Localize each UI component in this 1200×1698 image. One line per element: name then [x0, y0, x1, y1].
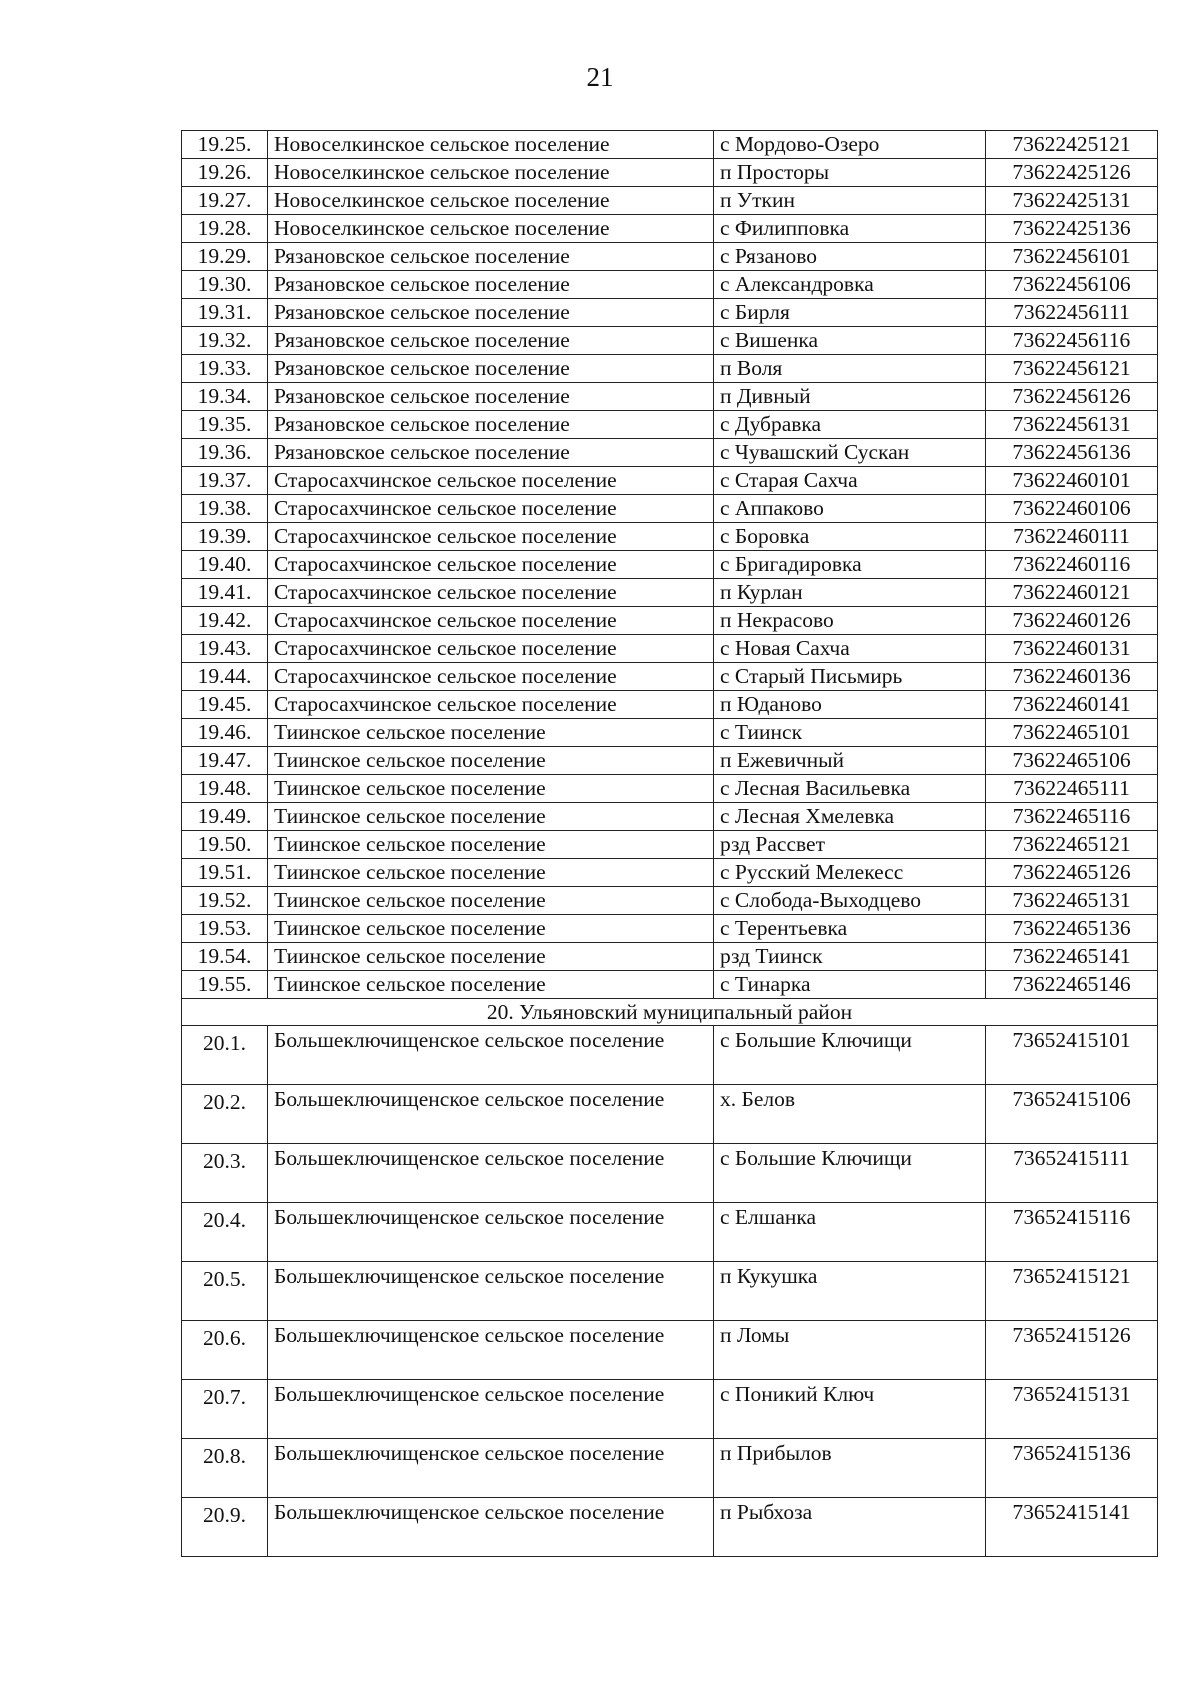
locality-name: с Тинарка [714, 971, 986, 999]
table-row [182, 1321, 1158, 1380]
settlement-name: Большеключищенское сельское поселение [268, 1085, 714, 1144]
settlement-name: Старосахчинское сельское поселение [268, 607, 714, 635]
settlement-name: Тиинское сельское поселение [268, 831, 714, 859]
oktmo-code: 73622460131 [986, 635, 1158, 663]
table-row [182, 271, 1158, 299]
settlement-name: Старосахчинское сельское поселение [268, 635, 714, 663]
locality-name: с Слобода-Выходцево [714, 887, 986, 915]
settlement-name: Рязановское сельское поселение [268, 243, 714, 271]
oktmo-code: 73622460136 [986, 663, 1158, 691]
locality-name: рзд Тиинск [714, 943, 986, 971]
row-number: 20.5. [182, 1262, 268, 1321]
settlement-name: Рязановское сельское поселение [268, 271, 714, 299]
row-number: 19.29. [182, 243, 268, 271]
settlement-name: Тиинское сельское поселение [268, 775, 714, 803]
oktmo-code: 73652415106 [986, 1085, 1158, 1144]
oktmo-code: 73622465121 [986, 831, 1158, 859]
settlement-name: Рязановское сельское поселение [268, 439, 714, 467]
settlement-name: Тиинское сельское поселение [268, 803, 714, 831]
oktmo-code: 73622456116 [986, 327, 1158, 355]
locality-name: п Некрасово [714, 607, 986, 635]
oktmo-code: 73652415136 [986, 1439, 1158, 1498]
oktmo-code: 73622465106 [986, 747, 1158, 775]
row-number: 19.33. [182, 355, 268, 383]
oktmo-code: 73652415141 [986, 1498, 1158, 1557]
locality-name: п Просторы [714, 159, 986, 187]
table-row [182, 1439, 1158, 1498]
locality-name: с Елшанка [714, 1203, 986, 1262]
table-row [182, 327, 1158, 355]
table-row [182, 495, 1158, 523]
oktmo-code: 73622425131 [986, 187, 1158, 215]
locality-name: с Аппаково [714, 495, 986, 523]
district-20-header-group [182, 999, 1158, 1026]
section-header-row [182, 999, 1158, 1026]
settlement-name: Старосахчинское сельское поселение [268, 551, 714, 579]
table-row [182, 411, 1158, 439]
row-number: 19.39. [182, 523, 268, 551]
oktmo-code: 73622456131 [986, 411, 1158, 439]
table-row [182, 1144, 1158, 1203]
table-row [182, 887, 1158, 915]
locality-name: п Дивный [714, 383, 986, 411]
page-number: 21 [586, 62, 614, 92]
row-number: 19.40. [182, 551, 268, 579]
table-row [182, 215, 1158, 243]
locality-name: п Курлан [714, 579, 986, 607]
oktmo-code: 73622456106 [986, 271, 1158, 299]
row-number: 20.6. [182, 1321, 268, 1380]
row-number: 19.52. [182, 887, 268, 915]
row-number: 19.49. [182, 803, 268, 831]
locality-name: п Ломы [714, 1321, 986, 1380]
table-row [182, 719, 1158, 747]
locality-name: х. Белов [714, 1085, 986, 1144]
settlement-name: Большеключищенское сельское поселение [268, 1439, 714, 1498]
row-number: 19.42. [182, 607, 268, 635]
row-number: 19.46. [182, 719, 268, 747]
settlement-name: Большеключищенское сельское поселение [268, 1026, 714, 1085]
row-number: 19.50. [182, 831, 268, 859]
oktmo-code: 73622465141 [986, 943, 1158, 971]
locality-name: п Рыбхоза [714, 1498, 986, 1557]
table-row [182, 943, 1158, 971]
table-row [182, 299, 1158, 327]
row-number: 19.53. [182, 915, 268, 943]
settlement-name: Большеключищенское сельское поселение [268, 1498, 714, 1557]
oktmo-code: 73652415126 [986, 1321, 1158, 1380]
locality-name: с Боровка [714, 523, 986, 551]
row-number: 19.54. [182, 943, 268, 971]
row-number: 19.32. [182, 327, 268, 355]
row-number: 20.1. [182, 1026, 268, 1085]
table-row [182, 915, 1158, 943]
table-row [182, 859, 1158, 887]
row-number: 19.43. [182, 635, 268, 663]
oktmo-code: 73622460106 [986, 495, 1158, 523]
oktmo-code: 73652415116 [986, 1203, 1158, 1262]
table-row [182, 243, 1158, 271]
settlement-name: Рязановское сельское поселение [268, 383, 714, 411]
table-row [182, 971, 1158, 999]
section-header: 20. Ульяновский муниципальный район [182, 999, 1158, 1026]
oktmo-code: 73652415111 [986, 1144, 1158, 1203]
locality-name: с Филипповка [714, 215, 986, 243]
oktmo-code: 73622460126 [986, 607, 1158, 635]
settlement-name: Тиинское сельское поселение [268, 943, 714, 971]
locality-name: п Юданово [714, 691, 986, 719]
row-number: 19.35. [182, 411, 268, 439]
settlement-name: Большеключищенское сельское поселение [268, 1262, 714, 1321]
locality-name: с Мордово-Озеро [714, 131, 986, 159]
oktmo-code: 73622465126 [986, 859, 1158, 887]
row-number: 19.25. [182, 131, 268, 159]
settlement-name: Большеключищенское сельское поселение [268, 1144, 714, 1203]
oktmo-code: 73622460121 [986, 579, 1158, 607]
settlement-name: Новоселкинское сельское поселение [268, 159, 714, 187]
settlement-name: Старосахчинское сельское поселение [268, 495, 714, 523]
table-row [182, 579, 1158, 607]
table-row [182, 691, 1158, 719]
oktmo-code: 73622465131 [986, 887, 1158, 915]
district-20-rows [182, 1026, 1158, 1557]
table-row [182, 1262, 1158, 1321]
locality-name: с Чувашский Сускан [714, 439, 986, 467]
oktmo-code: 73652415121 [986, 1262, 1158, 1321]
oktmo-code: 73622425136 [986, 215, 1158, 243]
table-row [182, 663, 1158, 691]
locality-name: с Русский Мелекесс [714, 859, 986, 887]
row-number: 19.36. [182, 439, 268, 467]
table-row [182, 747, 1158, 775]
locality-name: п Кукушка [714, 1262, 986, 1321]
table-row [182, 159, 1158, 187]
locality-name: с Поникий Ключ [714, 1380, 986, 1439]
oktmo-code: 73622465111 [986, 775, 1158, 803]
row-number: 19.34. [182, 383, 268, 411]
settlement-name: Новоселкинское сельское поселение [268, 187, 714, 215]
row-number: 19.47. [182, 747, 268, 775]
settlement-name: Рязановское сельское поселение [268, 327, 714, 355]
settlement-name: Тиинское сельское поселение [268, 719, 714, 747]
table-row [182, 1498, 1158, 1557]
locality-name: с Старая Сахча [714, 467, 986, 495]
oktmo-code: 73622456101 [986, 243, 1158, 271]
row-number: 20.9. [182, 1498, 268, 1557]
locality-name: рзд Рассвет [714, 831, 986, 859]
locality-name: с Большие Ключищи [714, 1026, 986, 1085]
table-row [182, 775, 1158, 803]
oktmo-code: 73622460101 [986, 467, 1158, 495]
oktmo-code: 73652415101 [986, 1026, 1158, 1085]
oktmo-code: 73622425126 [986, 159, 1158, 187]
row-number: 20.7. [182, 1380, 268, 1439]
table-row [182, 383, 1158, 411]
oktmo-code: 73622460111 [986, 523, 1158, 551]
locality-name: с Лесная Хмелевка [714, 803, 986, 831]
settlement-name: Новоселкинское сельское поселение [268, 215, 714, 243]
settlement-name: Рязановское сельское поселение [268, 411, 714, 439]
oktmo-code: 73622465101 [986, 719, 1158, 747]
oktmo-code: 73622425121 [986, 131, 1158, 159]
locality-name: с Дубравка [714, 411, 986, 439]
oktmo-code: 73622465116 [986, 803, 1158, 831]
locality-name: с Бригадировка [714, 551, 986, 579]
settlement-name: Тиинское сельское поселение [268, 915, 714, 943]
row-number: 19.45. [182, 691, 268, 719]
locality-name: с Лесная Васильевка [714, 775, 986, 803]
locality-name: с Александровка [714, 271, 986, 299]
locality-name: п Воля [714, 355, 986, 383]
table-row [182, 831, 1158, 859]
table-row [182, 131, 1158, 159]
row-number: 20.8. [182, 1439, 268, 1498]
settlement-name: Большеключищенское сельское поселение [268, 1203, 714, 1262]
table-row [182, 439, 1158, 467]
settlement-name: Тиинское сельское поселение [268, 887, 714, 915]
row-number: 19.38. [182, 495, 268, 523]
locality-name: п Прибылов [714, 1439, 986, 1498]
settlement-name: Старосахчинское сельское поселение [268, 691, 714, 719]
oktmo-code: 73622460116 [986, 551, 1158, 579]
oktmo-code: 73652415131 [986, 1380, 1158, 1439]
locality-name: с Бирля [714, 299, 986, 327]
oktmo-code: 73622460141 [986, 691, 1158, 719]
row-number: 19.37. [182, 467, 268, 495]
settlement-name: Тиинское сельское поселение [268, 971, 714, 999]
locality-name: с Вишенка [714, 327, 986, 355]
settlement-name: Новоселкинское сельское поселение [268, 131, 714, 159]
settlement-name: Рязановское сельское поселение [268, 299, 714, 327]
settlement-name: Старосахчинское сельское поселение [268, 467, 714, 495]
table-row [182, 551, 1158, 579]
row-number: 19.26. [182, 159, 268, 187]
oktmo-code: 73622456136 [986, 439, 1158, 467]
settlement-name: Тиинское сельское поселение [268, 859, 714, 887]
settlement-name: Старосахчинское сельское поселение [268, 579, 714, 607]
row-number: 19.55. [182, 971, 268, 999]
locality-name: с Старый Письмирь [714, 663, 986, 691]
row-number: 19.28. [182, 215, 268, 243]
locality-name: п Ежевичный [714, 747, 986, 775]
locality-name: с Терентьевка [714, 915, 986, 943]
table-row [182, 187, 1158, 215]
oktmo-code: 73622465136 [986, 915, 1158, 943]
district-19-rows [182, 131, 1158, 999]
oktmo-code: 73622456111 [986, 299, 1158, 327]
table-row [182, 467, 1158, 495]
settlement-name: Рязановское сельское поселение [268, 355, 714, 383]
settlement-name: Старосахчинское сельское поселение [268, 523, 714, 551]
row-number: 19.41. [182, 579, 268, 607]
table-row [182, 1380, 1158, 1439]
table-row [182, 1026, 1158, 1085]
row-number: 19.51. [182, 859, 268, 887]
table-row [182, 803, 1158, 831]
locality-name: с Новая Сахча [714, 635, 986, 663]
settlement-name: Тиинское сельское поселение [268, 747, 714, 775]
row-number: 20.4. [182, 1203, 268, 1262]
row-number: 19.27. [182, 187, 268, 215]
row-number: 20.3. [182, 1144, 268, 1203]
table-row [182, 355, 1158, 383]
table-row [182, 1085, 1158, 1144]
row-number: 19.31. [182, 299, 268, 327]
oktmo-code: 73622456121 [986, 355, 1158, 383]
row-number: 19.44. [182, 663, 268, 691]
settlement-name: Старосахчинское сельское поселение [268, 663, 714, 691]
oktmo-code: 73622456126 [986, 383, 1158, 411]
row-number: 20.2. [182, 1085, 268, 1144]
table-row [182, 607, 1158, 635]
settlements-table [181, 130, 1158, 1557]
locality-name: с Большие Ключищи [714, 1144, 986, 1203]
locality-name: с Тиинск [714, 719, 986, 747]
settlement-name: Большеключищенское сельское поселение [268, 1380, 714, 1439]
row-number: 19.30. [182, 271, 268, 299]
settlement-name: Большеключищенское сельское поселение [268, 1321, 714, 1380]
table-row [182, 1203, 1158, 1262]
oktmo-code: 73622465146 [986, 971, 1158, 999]
locality-name: п Уткин [714, 187, 986, 215]
table-row [182, 523, 1158, 551]
locality-name: с Рязаново [714, 243, 986, 271]
row-number: 19.48. [182, 775, 268, 803]
table-row [182, 635, 1158, 663]
